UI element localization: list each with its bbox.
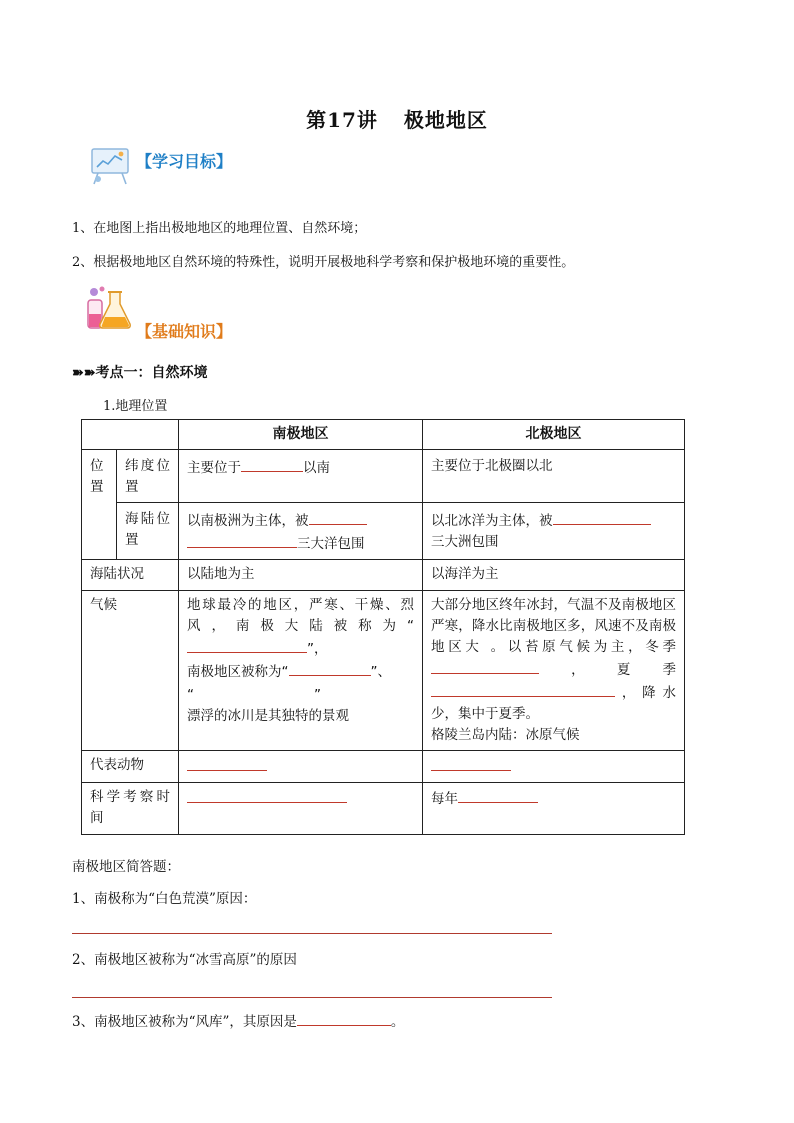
row-label-landsea-position: 海陆位置 xyxy=(117,503,179,560)
answer-blank[interactable] xyxy=(187,787,347,803)
answer-blank[interactable] xyxy=(458,787,538,803)
header-south: 南极地区 xyxy=(179,420,423,450)
answer-blank[interactable] xyxy=(187,755,267,771)
answer-blank[interactable] xyxy=(431,658,539,674)
geography-table xyxy=(81,419,685,835)
row-label-climate: 气候 xyxy=(82,591,179,751)
basics-heading: 【基础知识】 xyxy=(136,322,233,341)
answer-line-1[interactable] xyxy=(72,933,552,934)
flask-icon xyxy=(84,284,134,332)
cell-north-climate: 大部分地区终年冰封，气温不及南极地区严寒，降水比南极地区多，风速不及南极地区大 。以苔原气候为主，冬季，夏季，降水少，集中于夏季。 格陵兰岛内陆：冰原气候 xyxy=(423,591,685,751)
answer-blank[interactable] xyxy=(553,509,651,525)
row-label-latitude: 纬度位置 xyxy=(117,450,179,503)
kaodian-label: 考点一：自然环境 xyxy=(95,365,208,381)
cell-north-landsea-position: 以北冰洋为主体，被 三大洲包围 xyxy=(423,503,685,560)
questions-intro: 南极地区简答题： xyxy=(72,859,180,875)
cell-north-latitude: 主要位于北极圈以北 xyxy=(423,450,685,503)
header-north: 北极地区 xyxy=(423,420,685,450)
lecture-number: 第17讲 xyxy=(306,108,378,132)
cell-south-landsea-position: 以南极洲为主体，被 三大洋包围 xyxy=(179,503,423,560)
cell-south-research xyxy=(179,783,423,835)
objectives-heading: 【学习目标】 xyxy=(136,152,233,171)
subsection-title: 1.地理位置 xyxy=(103,399,168,414)
cell-south-animals xyxy=(179,751,423,783)
cell-north-research: 每年 xyxy=(423,783,685,835)
cell-north-landsea: 以海洋为主 xyxy=(423,560,685,591)
answer-blank[interactable] xyxy=(297,1010,391,1026)
question-1: 1、南极称为“白色荒漠”原因： xyxy=(72,891,257,907)
teaching-board-icon xyxy=(88,146,132,186)
answer-blank[interactable] xyxy=(431,681,615,697)
row-label-landsea: 海陆状况 xyxy=(82,560,179,591)
kaodian-heading xyxy=(72,362,207,382)
question-2: 2、南极地区被称为“冰雪高原”的原因 xyxy=(72,952,297,968)
answer-blank[interactable] xyxy=(187,637,307,653)
row-label-research: 科学考察时间 xyxy=(82,783,179,835)
arrow-icon: ➽➽ xyxy=(72,365,96,381)
objective-item-1: 1、在地图上指出极地地区的地理位置、自然环境； xyxy=(72,221,367,236)
answer-blank[interactable] xyxy=(289,660,371,676)
answer-blank[interactable] xyxy=(241,456,303,472)
answer-blank[interactable] xyxy=(309,509,367,525)
page-title xyxy=(0,104,794,133)
question-3: 3、南极地区被称为“风库”，其原因是 。 xyxy=(72,1010,404,1030)
row-label-animals: 代表动物 xyxy=(82,751,179,783)
cell-south-landsea: 以陆地为主 xyxy=(179,560,423,591)
answer-line-2[interactable] xyxy=(72,997,552,998)
answer-blank[interactable] xyxy=(431,755,511,771)
table-corner-cell xyxy=(82,420,179,450)
cell-south-latitude: 主要位于 以南 xyxy=(179,450,423,503)
objective-item-2: 2、根据极地地区自然环境的特殊性，说明开展极地科学考察和保护极地环境的重要性。 xyxy=(72,255,575,270)
lecture-topic: 极地地区 xyxy=(403,108,488,132)
cell-north-animals xyxy=(423,751,685,783)
row-group-position: 位置 xyxy=(82,450,117,560)
answer-blank[interactable] xyxy=(187,532,297,548)
cell-south-climate: 地球最冷的地区，严寒、干燥、烈风，南极大陆被称为“”， 南极地区被称为“ ”、 “ ” 漂浮的冰川是其独特的景观 xyxy=(179,591,423,751)
